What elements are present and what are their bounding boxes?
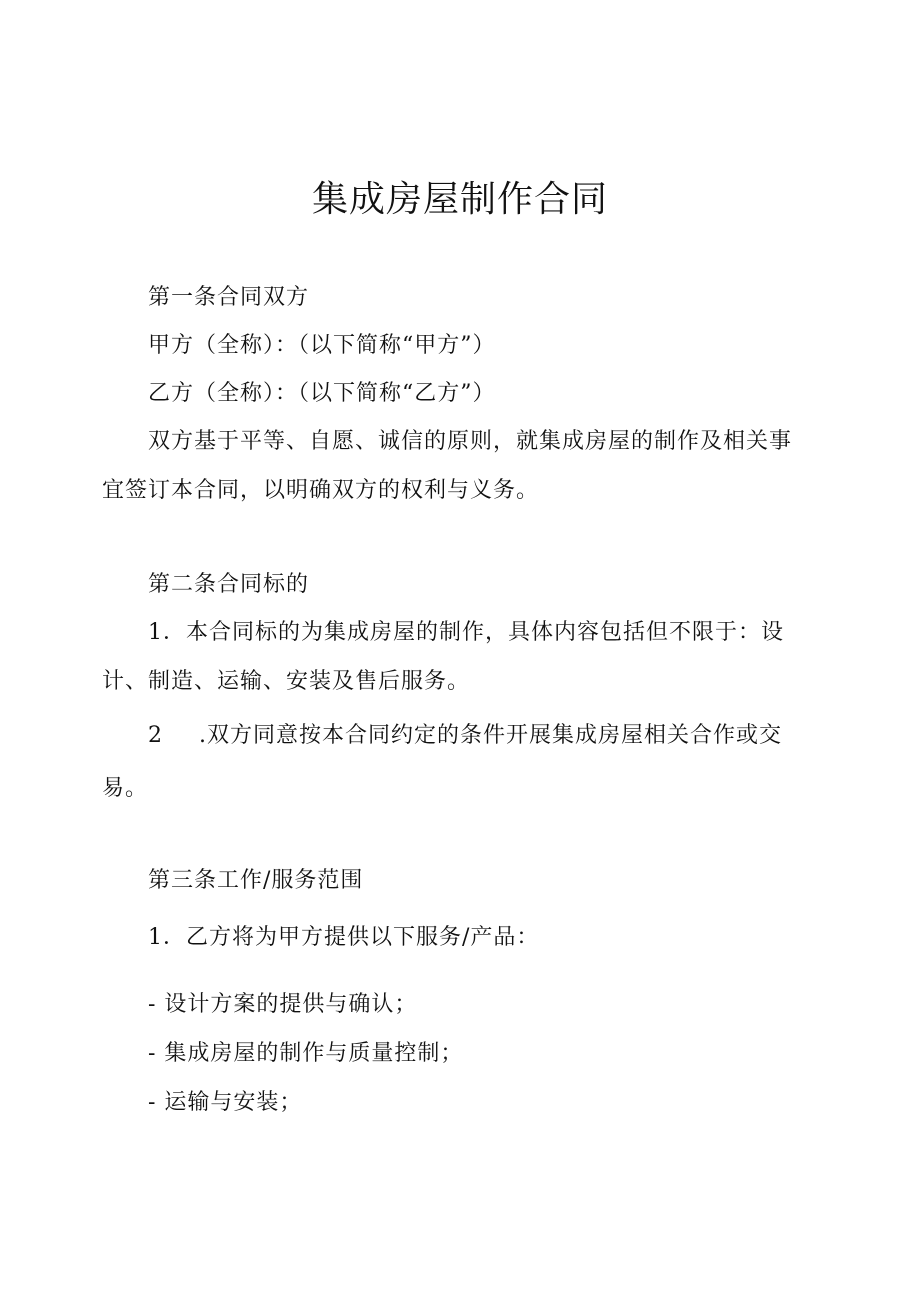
list-item: - 设计方案的提供与确认；	[148, 992, 418, 1017]
document-title: 集成房屋制作合同	[311, 179, 608, 220]
party-b-line: 乙方（全称）：（以下简称“乙方”）	[148, 381, 496, 406]
section-3-item-1: 1．乙方将为甲方提供以下服务/产品：	[148, 925, 540, 950]
section-2-item-1-line-1: 1．本合同标的为集成房屋的制作，具体内容包括但不限于：设	[148, 620, 784, 645]
section-1-heading: 第一条合同双方	[148, 285, 310, 310]
list-item: - 运输与安装；	[148, 1090, 303, 1115]
section-2-item-2-line-1	[148, 721, 782, 751]
list-item: - 集成房屋的制作与质量控制；	[148, 1041, 464, 1066]
section-3-heading: 第三条工作/服务范围	[148, 868, 364, 893]
intro-paragraph-line-1: 双方基于平等、自愿、诚信的原则，就集成房屋的制作及相关事	[148, 429, 793, 454]
section-2-heading: 第二条合同标的	[148, 572, 310, 597]
intro-paragraph-line-2: 宜签订本合同，以明确双方的权利与义务。	[102, 478, 540, 503]
section-2-item-2-line-2: 易。	[102, 776, 149, 801]
section-2-item-1-line-2: 计、制造、运输、安装及售后服务。	[102, 669, 471, 694]
section-2-item-2-number: 2	[148, 723, 163, 748]
party-a-line: 甲方（全称）：（以下简称“甲方”）	[148, 333, 496, 358]
section-2-item-2-text: .双方同意按本合同约定的条件开展集成房屋相关合作或交	[199, 723, 782, 748]
